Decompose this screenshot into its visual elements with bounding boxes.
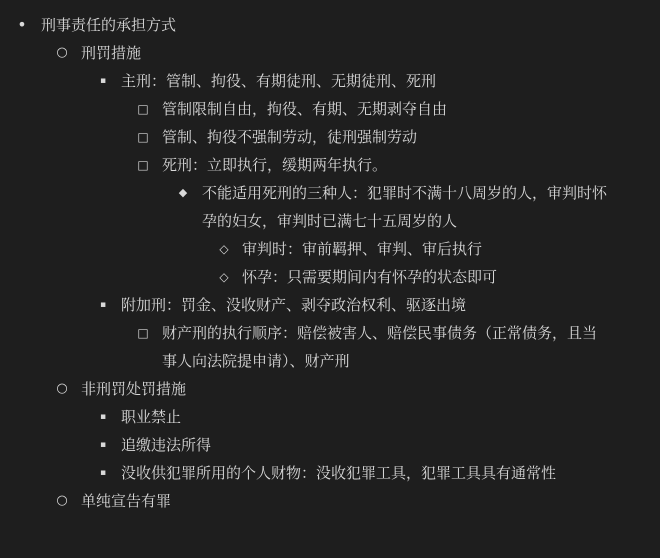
bullet-hollow-square-icon: □ — [137, 130, 149, 144]
list-item-text: 职业禁止 — [121, 408, 182, 426]
list-item — [0, 319, 660, 347]
bullet-hollow-diamond-icon: ◇ — [219, 242, 229, 256]
list-item — [0, 11, 660, 39]
bullet-square-icon: ▪ — [99, 412, 107, 422]
bullet-disc-icon: • — [17, 15, 27, 34]
list-item-text: 管制限制自由，拘役、有期、无期剥夺自由 — [162, 100, 448, 118]
list-item-text: 刑事责任的承担方式 — [41, 16, 177, 34]
list-item-text-continued: 事人向法院提申请）、财产刑 — [162, 352, 350, 370]
list-item — [0, 95, 660, 123]
bullet-circle-icon: ○ — [56, 381, 68, 396]
bullet-square-icon: ▪ — [99, 300, 107, 310]
list-item-text: 附加刑：罚金、没收财产、剥夺政治权利、驱逐出境 — [121, 296, 467, 314]
list-item — [0, 123, 660, 151]
bullet-circle-icon: ○ — [56, 45, 68, 60]
list-item — [0, 291, 660, 319]
list-item-text: 非刑罚处罚措施 — [81, 380, 187, 398]
list-item — [0, 403, 660, 431]
bullet-hollow-diamond-icon: ◇ — [219, 270, 229, 284]
list-item-text: 管制、拘役不强制劳动，徒刑强制劳动 — [162, 128, 418, 146]
list-item — [0, 487, 660, 515]
list-item-text: 死刑：立即执行，缓期两年执行。 — [162, 156, 388, 174]
list-item-text: 不能适用死刑的三种人：犯罪时不满十八周岁的人，审判时怀 — [202, 184, 608, 202]
list-item — [0, 431, 660, 459]
bullet-circle-icon: ○ — [56, 493, 68, 508]
list-item — [0, 151, 660, 179]
list-item-text: 刑罚措施 — [81, 44, 142, 62]
list-item-text: 审判时：审前羁押、审判、审后执行 — [242, 240, 483, 258]
list-item-text: 追缴违法所得 — [121, 436, 212, 454]
bullet-diamond-icon: ◆ — [178, 186, 188, 199]
list-item-text-continued: 孕的妇女，审判时已满七十五周岁的人 — [202, 212, 458, 230]
list-item — [0, 39, 660, 67]
list-item — [0, 67, 660, 95]
list-item-text: 怀孕：只需要期间内有怀孕的状态即可 — [242, 268, 498, 286]
list-item-continuation — [0, 207, 660, 235]
list-item — [0, 235, 660, 263]
list-item-text: 单纯宣告有罪 — [81, 492, 172, 510]
list-item — [0, 375, 660, 403]
list-item-continuation — [0, 347, 660, 375]
bullet-square-icon: ▪ — [99, 440, 107, 450]
bullet-hollow-square-icon: □ — [137, 326, 149, 340]
list-item-text: 没收供犯罪所用的个人财物：没收犯罪工具，犯罪工具具有通常性 — [121, 464, 557, 482]
bullet-hollow-square-icon: □ — [137, 158, 149, 172]
list-item — [0, 179, 660, 207]
bullet-square-icon: ▪ — [99, 76, 107, 86]
list-item — [0, 459, 660, 487]
list-item — [0, 263, 660, 291]
list-item-text: 主刑：管制、拘役、有期徒刑、无期徒刑、死刑 — [121, 72, 437, 90]
list-item-text: 财产刑的执行顺序：赔偿被害人、赔偿民事债务（正常债务，且当 — [162, 324, 598, 342]
bullet-hollow-square-icon: □ — [137, 102, 149, 116]
bullet-square-icon: ▪ — [99, 468, 107, 478]
